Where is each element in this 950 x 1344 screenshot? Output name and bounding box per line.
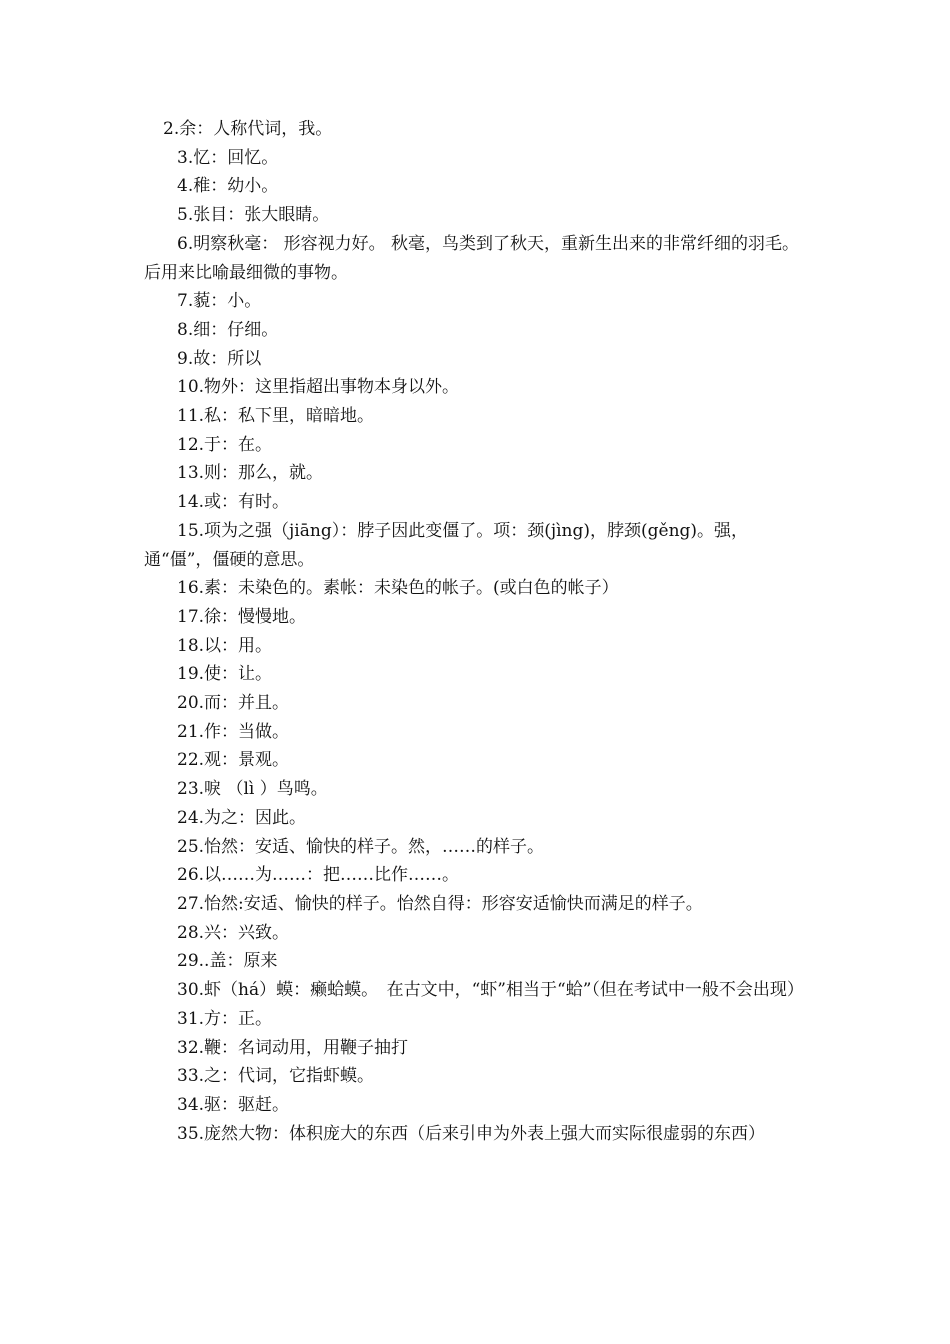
note-item: 33.之：代词，它指虾蟆。	[177, 1066, 375, 1087]
note-item: 19.使：让。	[177, 664, 273, 685]
note-item: 24.为之：因此。	[177, 807, 307, 828]
note-item: 22.观：景观。	[177, 750, 290, 771]
note-item: 15.项为之强（jiāng）：脖子因此变僵了。项：颈(jìng)，脖颈(gěng)。强，通“僵”，僵硬的意思。	[144, 520, 749, 570]
note-item: 16.素：未染色的。素帐：未染色的帐子。(或白色的帐子）	[177, 578, 619, 599]
note-item: 28.兴：兴致。	[177, 922, 290, 943]
note-item: 35.庞然大物：体积庞大的东西（后来引申为外表上强大而实际很虚弱的东西）	[177, 1123, 766, 1144]
note-item: 6.明察秋毫： 形容视力好。 秋毫，鸟类到了秋天，重新生出来的非常纤细的羽毛。后用来比喻最细微的事物。	[144, 233, 800, 283]
note-item: 5.张目：张大眼睛。	[177, 205, 330, 226]
note-item: 17.徐：慢慢地。	[177, 606, 307, 627]
note-item: 20.而：并且。	[177, 693, 290, 714]
annotation-list	[144, 115, 814, 1148]
note-item: 11.私：私下里，暗暗地。	[177, 406, 375, 427]
note-item: 12.于：在。	[177, 434, 273, 455]
note-item: 25.怡然：安适、愉快的样子。然，……的样子。	[177, 836, 545, 857]
note-item: 21.作：当做。	[177, 721, 290, 742]
note-item: 4.稚：幼小。	[177, 176, 279, 197]
note-item: 30.虾（há）蟆：癞蛤蟆。 在古文中，“虾”相当于“蛤”（但在考试中一般不会出现）	[177, 980, 804, 1001]
note-item: 26.以……为……：把……比作……。	[177, 865, 460, 886]
note-item: 18.以：用。	[177, 635, 273, 656]
note-item: 32.鞭：名词动用，用鞭子抽打	[177, 1037, 409, 1058]
note-item: 13.则：那么，就。	[177, 463, 324, 484]
note-item: 29..盖：原来	[177, 951, 278, 972]
note-item: 9.故：所以	[177, 348, 262, 369]
note-item: 10.物外：这里指超出事物本身以外。	[177, 377, 460, 398]
note-item: 27.怡然:安适、愉快的样子。怡然自得：形容安适愉快而满足的样子。	[177, 893, 703, 914]
note-item: 14.或：有时。	[177, 492, 290, 513]
note-item: 34.驱：驱赶。	[177, 1094, 290, 1115]
note-item: 7.藐：小。	[177, 291, 262, 312]
note-item: 31.方：正。	[177, 1008, 273, 1029]
note-item: 23.唳 （lì ）鸟鸣。	[177, 779, 328, 800]
note-item: 8.细：仔细。	[177, 319, 279, 340]
note-item: 3.忆：回忆。	[177, 147, 279, 168]
note-item: 2.余：人称代词，我。	[163, 119, 333, 139]
